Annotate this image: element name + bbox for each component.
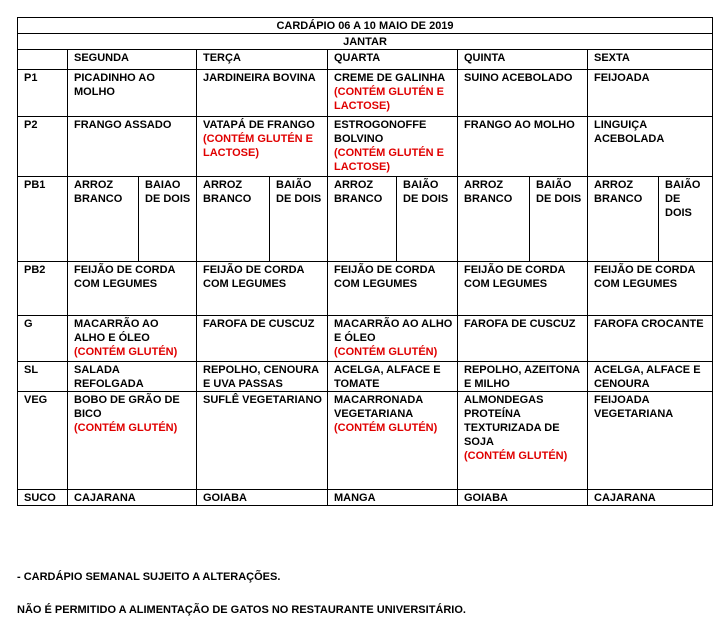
menu-cell [328,262,458,316]
dish-name: MACARRÃO AO ALHO E ÓLEO [334,318,453,344]
menu-cell [458,490,588,506]
menu-cell [588,70,713,117]
dish-name: FAROFA DE CUSCUZ [203,318,315,330]
allergen-warning: (CONTÉM GLUTÉN) [464,450,568,462]
menu-cell [68,362,197,392]
row-label: P2 [18,117,68,177]
allergen-warning: (CONTÉM GLUTÉN) [74,346,178,358]
dish-name: CREME DE GALINHA [334,72,446,84]
row-label: P1 [18,70,68,117]
dish-name: JARDINEIRA BOVINA [203,72,316,84]
dish-name: FRANGO AO MOLHO [464,119,575,131]
menu-row-suco [18,490,713,506]
dish-name: REPOLHO, AZEITONA E MILHO [464,364,580,390]
dish-name: ESTROGONOFFE BOLVINO [334,119,427,145]
menu-cell [328,316,458,362]
menu-subtitle: JANTAR [18,34,713,50]
dish-name: LINGUIÇA ACEBOLADA [594,119,665,145]
menu-cell [68,490,197,506]
menu-cell: ARROZ BRANCO [458,177,530,262]
menu-cell [458,392,588,490]
dish-name: REPOLHO, CENOURA E UVA PASSAS [203,364,319,390]
menu-table [17,17,713,506]
menu-cell [68,316,197,362]
row-label: PB2 [18,262,68,316]
dish-name: FRANGO ASSADO [74,119,172,131]
dish-name: ACELGA, ALFACE E TOMATE [334,364,441,390]
menu-cell: BAIÃO DE DOIS [530,177,588,262]
allergen-warning: (CONTÉM GLUTÉN) [334,422,438,434]
row-label: PB1 [18,177,68,262]
dish-name: ACELGA, ALFACE E CENOURA [594,364,701,390]
dish-name: GOIABA [203,492,247,504]
allergen-warning: (CONTÉM GLUTÉN) [74,422,178,434]
note-menu-subject-to-change: - CARDÁPIO SEMANAL SUJEITO A ALTERAÇÕES. [17,571,281,583]
menu-cell [197,490,328,506]
dish-name: FEIJOADA [594,72,650,84]
note-no-cat-feeding: NÃO É PERMITIDO A ALIMENTAÇÃO DE GATOS NO RESTAURANTE UNIVERSITÁRIO. [17,604,466,616]
dish-name: SUFLÊ VEGETARIANO [203,394,322,406]
day-header: TERÇA [197,50,328,70]
dish-name: CAJARANA [594,492,656,504]
dish-name: ALMONDEGAS PROTEÍNA TEXTURIZADA DE SOJA [464,394,560,448]
day-header: SEXTA [588,50,713,70]
row-label: SUCO [18,490,68,506]
menu-row-g [18,316,713,362]
menu-row-veg [18,392,713,490]
menu-cell: BAIAO DE DOIS [139,177,197,262]
dish-name: VATAPÁ DE FRANGO [203,119,315,131]
menu-cell: BAIÃO DE DOIS [270,177,328,262]
menu-row-sl [18,362,713,392]
menu-cell [328,490,458,506]
menu-cell [197,316,328,362]
menu-cell [588,362,713,392]
dish-name: SUINO ACEBOLADO [464,72,573,84]
dish-name: FEIJÃO DE CORDA COM LEGUMES [334,264,436,290]
dish-name: FAROFA DE CUSCUZ [464,318,576,330]
dish-name: CAJARANA [74,492,136,504]
dish-name: BOBO DE GRÃO DE BICO [74,394,180,420]
menu-cell [197,117,328,177]
menu-row-p2 [18,117,713,177]
allergen-warning: (CONTÉM GLUTÉN E LACTOSE) [203,133,313,159]
row-label: VEG [18,392,68,490]
allergen-warning: (CONTÉM GLUTÉN E LACTOSE) [334,147,444,173]
dish-name: FEIJÃO DE CORDA COM LEGUMES [203,264,305,290]
menu-cell [328,70,458,117]
dish-name: MACARRONADA VEGETARIANA [334,394,423,420]
menu-cell [458,362,588,392]
menu-cell: ARROZ BRANCO [328,177,397,262]
dish-name: FEIJOADA VEGETARIANA [594,394,674,420]
menu-cell [458,117,588,177]
day-header: QUINTA [458,50,588,70]
menu-cell [197,70,328,117]
menu-cell [68,392,197,490]
menu-cell [588,117,713,177]
menu-cell: BAIÃO DE DOIS [659,177,713,262]
day-header: SEGUNDA [68,50,197,70]
menu-cell [328,117,458,177]
dish-name: GOIABA [464,492,508,504]
dish-name: PICADINHO AO MOLHO [74,72,155,98]
menu-cell [328,362,458,392]
menu-cell [588,262,713,316]
menu-row-p1 [18,70,713,117]
dish-name: MACARRÃO AO ALHO E ÓLEO [74,318,159,344]
dish-name: FEIJÃO DE CORDA COM LEGUMES [74,264,176,290]
menu-cell [458,262,588,316]
allergen-warning: (CONTÉM GLUTÉN E LACTOSE) [334,86,444,112]
day-header: QUARTA [328,50,458,70]
menu-title: CARDÁPIO 06 A 10 MAIO DE 2019 [18,18,713,34]
menu-cell [328,392,458,490]
menu-cell [588,490,713,506]
dish-name: FEIJÃO DE CORDA COM LEGUMES [594,264,696,290]
menu-row-pb1 [18,177,713,262]
menu-cell [458,316,588,362]
dish-name: MANGA [334,492,376,504]
corner-cell [18,50,68,70]
menu-cell: ARROZ BRANCO [68,177,139,262]
menu-cell [68,117,197,177]
menu-cell: ARROZ BRANCO [588,177,659,262]
menu-cell [588,316,713,362]
dish-name: FEIJÃO DE CORDA COM LEGUMES [464,264,566,290]
dish-name: SALADA REFOLGADA [74,364,144,390]
menu-cell [197,392,328,490]
row-label: SL [18,362,68,392]
menu-cell [458,70,588,117]
row-label: G [18,316,68,362]
menu-cell: BAIÃO DE DOIS [397,177,458,262]
menu-cell [197,262,328,316]
menu-cell [68,70,197,117]
menu-row-pb2 [18,262,713,316]
menu-cell [197,362,328,392]
menu-cell [68,262,197,316]
menu-cell [588,392,713,490]
day-header-row [18,50,713,70]
menu-cell: ARROZ BRANCO [197,177,270,262]
allergen-warning: (CONTÉM GLUTÉN) [334,346,438,358]
dish-name: FAROFA CROCANTE [594,318,704,330]
